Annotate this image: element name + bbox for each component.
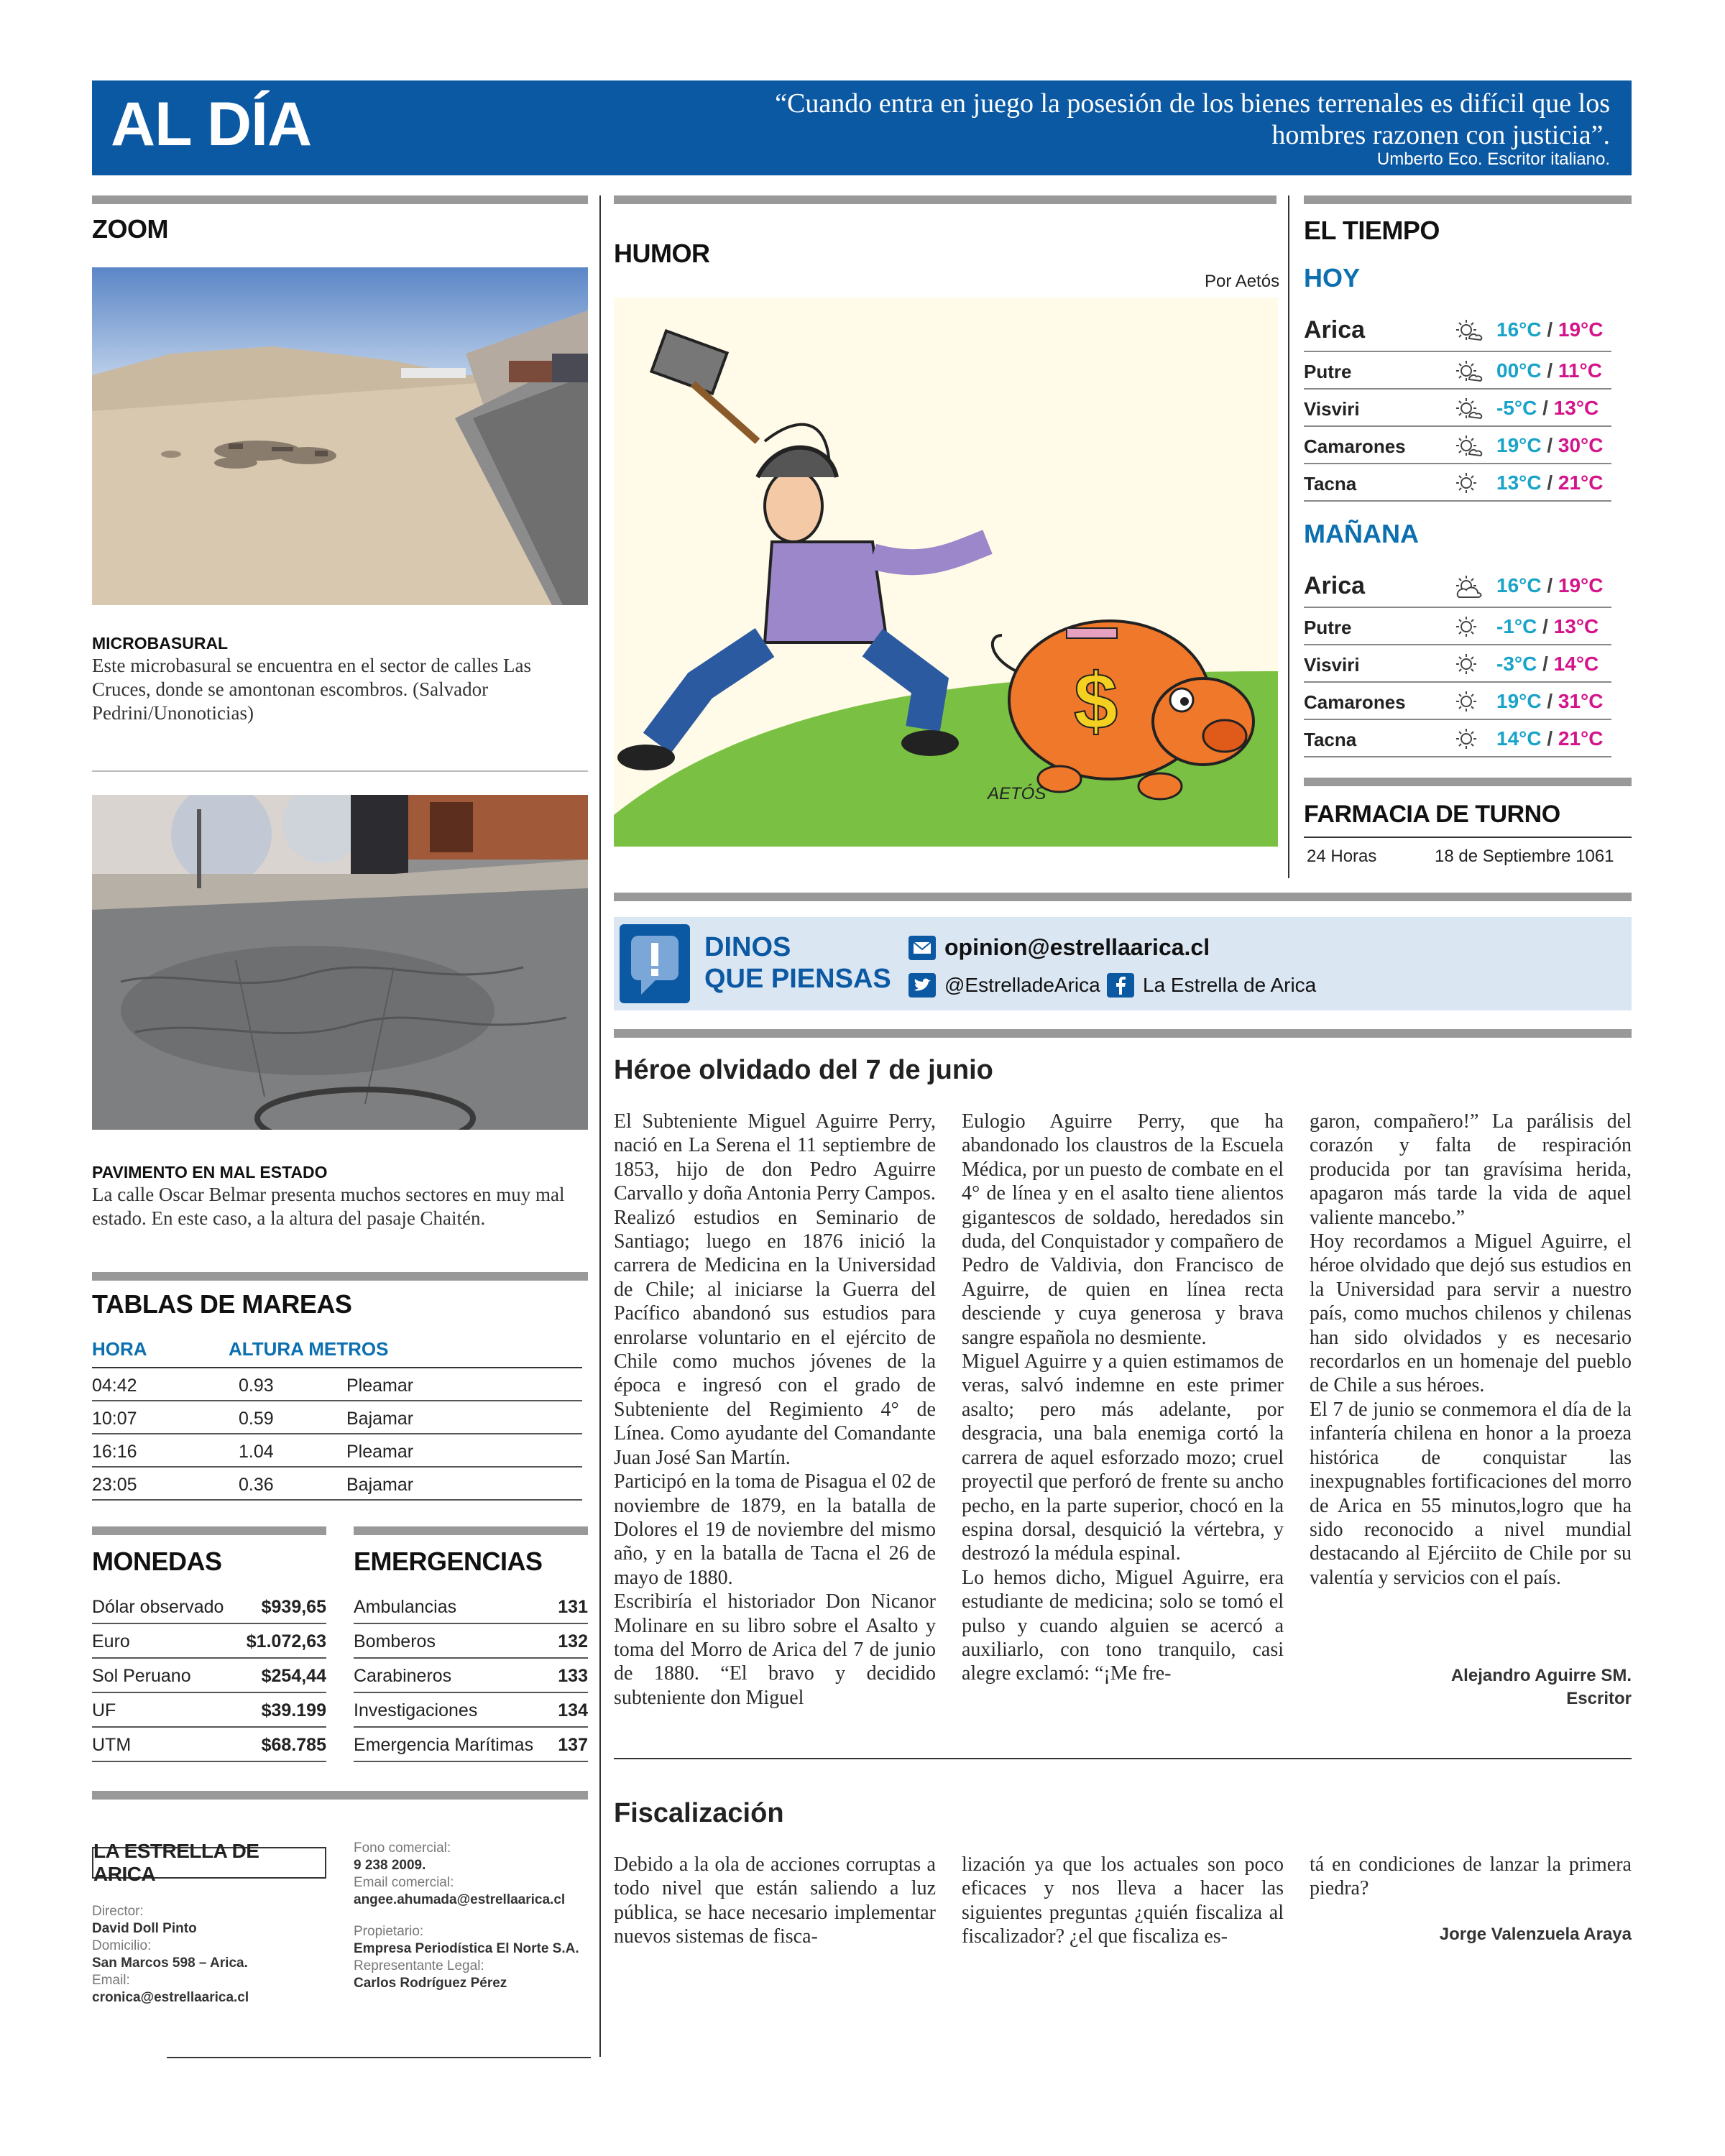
cartoon-signature: AETÓS: [988, 784, 1046, 803]
emergency-name: Ambulancias: [354, 1597, 457, 1617]
emergency-row: [354, 1693, 588, 1728]
prop-label: Propietario:: [354, 1924, 424, 1939]
sun-cloud-icon: [1453, 358, 1485, 387]
dinos-line2: QUE PIENSAS: [704, 964, 891, 994]
emergency-number: 137: [558, 1735, 588, 1755]
temp-min: 14°C: [1496, 727, 1542, 750]
emergency-name: Carabineros: [354, 1666, 452, 1686]
weather-temps: -5°C / 13°C: [1496, 397, 1599, 419]
temp-min: 13°C: [1496, 471, 1542, 494]
temp-min: 16°C: [1496, 318, 1542, 341]
sun-cloud-icon: [1453, 433, 1485, 462]
sun-icon: [1453, 726, 1485, 755]
pharmacy-address: 18 de Septiembre 1061: [1435, 847, 1614, 866]
tide-row: [92, 1468, 582, 1501]
paragraph: Eulogio Aguirre Perry, que ha abandonado los claustros de la Escuela Médica, por un puesto de combate en el 4° de línea y en el asalto tiene alientos gigantescos de soldado, heredados sin duda, del Conquistador y compañero de Pedro de Valdivia, don Francisco de Aguirre, de quien en línea recta desciende y cuya generosa y brava sangre española no desmiente.: [962, 1110, 1284, 1349]
facebook-icon: [1107, 973, 1134, 998]
article-column: lización ya que los actuales son poco eficaces y nos lleva a hacer las siguientes preguntas ¿quién fiscaliza al fiscalizador? ¿el que fiscaliza es-: [962, 1853, 1284, 1948]
rule: [614, 195, 1276, 204]
temp-max: 13°C: [1553, 615, 1599, 637]
emergency-number: 134: [558, 1700, 588, 1720]
paragraph: Escribiría el historiador Don Nicanor Molinare en su libro sobre el Asalto y toma del Morro de Arica del 7 de junio de 1880. “El bravo y decidido subteniente don Miguel: [614, 1590, 936, 1709]
rule: [614, 1029, 1632, 1038]
article-column: [1310, 1110, 1632, 1590]
dinos-line1: DINOS: [704, 932, 791, 962]
tides-col-hour: HORA: [92, 1338, 147, 1360]
microbasural-photo: [92, 267, 588, 605]
tide-type: Pleamar: [346, 1442, 414, 1462]
temp-max: 11°C: [1558, 359, 1602, 382]
temp-min: -3°C: [1496, 653, 1537, 675]
paragraph: El Subteniente Miguel Aguirre Perry, nació en La Serena el 11 septiembre de 1853, hijo de don Pedro Aguirre Carvallo y doña Antonia Perry Campos.: [614, 1110, 936, 1205]
emergencies-title: EMERGENCIAS: [354, 1547, 543, 1576]
email-label: Email:: [92, 1973, 130, 1988]
weather-city: Tacna: [1304, 473, 1357, 494]
article-title: Fiscalización: [614, 1798, 784, 1828]
paragraph: Hoy recordamos a Miguel Aguirre, el héroe olvidado que dejó sus estudios en la Universidad para servir a nuestro país, como muchos chilenos y chilenas han sido olvidados y es necesario recordarlos en un homenaje del pueblo de Chile a sus héroes.: [1310, 1230, 1632, 1397]
rule: [614, 893, 1632, 901]
mail-icon: [908, 936, 936, 960]
tide-row: [92, 1401, 582, 1434]
cloud-sun-icon: [1453, 573, 1485, 602]
twitter-icon: [908, 973, 936, 998]
twitter-link[interactable]: @EstrelladeArica: [944, 974, 1100, 996]
humor-credit: Por Aetós: [1205, 272, 1280, 291]
author-name: Alejandro Aguirre SM.: [1450, 1666, 1632, 1685]
article-column: tá en condiciones de lanzar la primera piedra?: [1310, 1853, 1632, 1900]
twitter-contact[interactable]: [908, 973, 1100, 998]
rep: Carlos Rodríguez Pérez: [354, 1976, 507, 1991]
currency-name: UF: [92, 1700, 116, 1720]
caption-head: PAVIMENTO EN MAL ESTADO: [92, 1163, 328, 1181]
emergency-row: [354, 1659, 588, 1693]
pavement-photo: [92, 795, 588, 1130]
rule: [92, 1272, 588, 1281]
article-author: Jorge Valenzuela Araya: [1439, 1925, 1632, 1944]
sun-icon: [1453, 688, 1485, 718]
emergency-row: [354, 1624, 588, 1659]
email-com-label: Email comercial:: [354, 1875, 454, 1890]
weather-row: [1304, 308, 1611, 352]
section-title: AL DÍA: [111, 90, 312, 159]
tide-type: Pleamar: [346, 1376, 414, 1396]
prop: Empresa Periodística El Norte S.A.: [354, 1941, 579, 1956]
tide-time: 16:16: [92, 1442, 137, 1462]
sun-icon: [1453, 614, 1485, 643]
weather-city: Camarones: [1304, 691, 1406, 713]
currency-row: [92, 1590, 326, 1624]
weather-temps: 00°C / 11°C: [1496, 359, 1602, 382]
rule: [92, 770, 588, 772]
emergencies-table: [354, 1590, 588, 1762]
emergency-number: 133: [558, 1666, 588, 1686]
masthead-right: [354, 1840, 591, 1992]
emergency-row: [354, 1590, 588, 1624]
weather-row: [1304, 352, 1611, 390]
article-column: [962, 1110, 1284, 1686]
currency-row: [92, 1693, 326, 1728]
currency-row: [92, 1728, 326, 1762]
weather-city: Tacna: [1304, 729, 1357, 750]
tide-row: [92, 1434, 582, 1468]
temp-min: 19°C: [1496, 434, 1542, 456]
currency-name: Sol Peruano: [92, 1666, 191, 1686]
paragraph: garon, compañero!” La parálisis del corazón y falta de respiración producida por tan gravísima herida, apagaron más tarde la vida de aquel valiente mancebo.”: [1310, 1110, 1632, 1229]
sun-icon: [1453, 651, 1485, 681]
weather-city: Camarones: [1304, 436, 1406, 457]
tide-type: Bajamar: [346, 1409, 414, 1429]
paragraph: Realizó estudios en Seminario de Santiago; luego en 1876 inició la carrera de Medicina en la Universidad de Chile; al iniciarse la Guerra del Pacífico abandonó sus estudios para enrolarse voluntario en el ejército de Chile como muchos jóvenes de la época e ingresó con el grado de Subteniente del Regimiento 4° de Línea. Como ayudante del Comandante Juan José San Martín.: [614, 1206, 936, 1469]
weather-row: [1304, 720, 1611, 757]
logo-text: LA ESTRELLA DE ARICA: [93, 1840, 259, 1885]
email: cronica@estrellaarica.cl: [92, 1990, 249, 2005]
currency-value: $1.072,63: [246, 1631, 326, 1651]
emergency-name: Emergencia Marítimas: [354, 1735, 534, 1755]
tide-height: 0.36: [239, 1475, 274, 1495]
emergency-row: [354, 1728, 588, 1762]
alert-icon: [620, 924, 690, 1003]
fono: 9 238 2009.: [354, 1858, 426, 1873]
sun-cloud-icon: [1453, 317, 1485, 346]
svg-text:$: $: [1074, 658, 1118, 746]
tide-time: 04:42: [92, 1376, 137, 1396]
temp-min: 00°C: [1496, 359, 1542, 382]
weather-tomorrow-label: MAÑANA: [1304, 519, 1419, 548]
weather-city: Putre: [1304, 361, 1352, 382]
director-label: Director:: [92, 1904, 144, 1919]
weather-row: [1304, 683, 1611, 720]
article-title: Héroe olvidado del 7 de junio: [614, 1055, 993, 1085]
weather-temps: 16°C / 19°C: [1496, 574, 1604, 596]
currency-value: $254,44: [261, 1666, 326, 1686]
paragraph: El 7 de junio se conmemora el día de la infantería chilena en honor a la proeza histórica de conquistar las inexpugnables fortificaciones del morro de Arica en 55 minutos,logro que ha sido reconocido a nivel mundial destacando al Ejérciito de Chile por su valentía y servicios con el país.: [1310, 1398, 1632, 1589]
weather-temps: 19°C / 30°C: [1496, 434, 1604, 456]
emergency-number: 131: [558, 1597, 588, 1617]
currency-name: UTM: [92, 1735, 132, 1755]
article-column: [614, 1110, 936, 1710]
weather-temps: 14°C / 21°C: [1496, 727, 1604, 750]
caption-body: Este microbasural se encuentra en el sector de calles Las Cruces, donde se amontonan escombros. (Salvador Pedrini/Unonoticias): [92, 655, 531, 724]
facebook-contact[interactable]: [1107, 973, 1316, 998]
currencies-title: MONEDAS: [92, 1547, 222, 1576]
weather-temps: 16°C / 19°C: [1496, 318, 1604, 341]
temp-max: 14°C: [1553, 653, 1599, 675]
weather-city: Arica: [1304, 316, 1366, 344]
weather-row: [1304, 563, 1611, 608]
feedback-banner: [614, 917, 1632, 1010]
rule: [92, 1791, 588, 1800]
rep-label: Representante Legal:: [354, 1958, 484, 1973]
currency-name: Euro: [92, 1631, 130, 1651]
rule: [1304, 778, 1632, 786]
currency-value: $68.785: [261, 1735, 326, 1755]
rule: [1304, 837, 1632, 838]
header-quote: “Cuando entra en juego la posesión de los bienes terrenales es difícil que los hombres razonen con justicia”.: [775, 88, 1610, 150]
newspaper-logo: [92, 1840, 326, 1885]
domicilio: San Marcos 598 – Arica.: [92, 1955, 248, 1971]
pharmacy-title: FARMACIA DE TURNO: [1304, 801, 1560, 828]
temp-min: -1°C: [1496, 615, 1537, 637]
temp-min: -5°C: [1496, 397, 1537, 419]
currency-name: Dólar observado: [92, 1597, 224, 1617]
emergency-name: Bomberos: [354, 1631, 436, 1651]
humor-title: HUMOR: [614, 239, 710, 268]
zoom-title: ZOOM: [92, 214, 168, 244]
director: David Doll Pinto: [92, 1921, 197, 1936]
tide-type: Bajamar: [346, 1475, 414, 1495]
emergency-name: Investigaciones: [354, 1700, 478, 1720]
temp-max: 31°C: [1558, 690, 1604, 712]
article-author: [1310, 1664, 1632, 1710]
tide-height: 1.04: [239, 1442, 274, 1462]
weather-row: [1304, 645, 1611, 683]
paragraph: Miguel Aguirre y a quien estimamos de veras, salvó indemne en este primer asalto; pero más adelante, por desgracia, una bala enemiga cortó la carrera de aquel esforzado mozo; cruel proyectil que perforó de frente su ancho pecho, en la parte superior, chocó en la espina dorsal, desquició la vértebra, y destrozó la médula espinal.: [962, 1350, 1284, 1565]
rule: [614, 1758, 1632, 1759]
weather-temps: -3°C / 14°C: [1496, 653, 1599, 675]
tides-col-height: ALTURA METROS: [229, 1338, 389, 1360]
facebook-link[interactable]: La Estrella de Arica: [1143, 974, 1317, 996]
weather-city: Arica: [1304, 572, 1366, 599]
sun-cloud-icon: [1453, 395, 1485, 425]
man-figure: [617, 331, 988, 770]
temp-max: 21°C: [1558, 727, 1604, 750]
sun-icon: [1453, 470, 1485, 499]
currency-value: $39.199: [261, 1700, 326, 1720]
currency-row: [92, 1659, 326, 1693]
humor-cartoon: [614, 298, 1278, 847]
tide-time: 23:05: [92, 1475, 137, 1495]
weather-row: [1304, 427, 1611, 464]
paragraph: Participó en la toma de Pisagua el 02 de noviembre de 1879, en la batalla de Dolores el 19 de noviembre del mismo año, y en la batalla de Tacna el 26 de mayo de 1880.: [614, 1470, 936, 1589]
weather-city: Visviri: [1304, 398, 1360, 420]
article-column: Debido a la ola de acciones corruptas a todo nivel que están saliendo a luz pública, se hace necesario implementar nuevos sistemas de fisca-: [614, 1853, 936, 1948]
emergency-number: 132: [558, 1631, 588, 1651]
column-divider: [1288, 195, 1289, 878]
email-link[interactable]: opinion@estrellaarica.cl: [944, 934, 1210, 960]
rule: [92, 195, 588, 204]
currency-value: $939,65: [261, 1597, 326, 1617]
caption-body: La calle Oscar Belmar presenta muchos sectores en muy mal estado. En este caso, a la altura del pasaje Chaitén.: [92, 1184, 565, 1229]
email-contact[interactable]: [908, 934, 1210, 961]
email-com: angee.ahumada@estrellaarica.cl: [354, 1892, 566, 1907]
masthead-left: [92, 1903, 329, 2007]
quote-author: Umberto Eco. Escritor italiano.: [1376, 149, 1610, 169]
rule: [1304, 195, 1632, 204]
tides-title: TABLAS DE MAREAS: [92, 1289, 352, 1319]
weather-today-label: HOY: [1304, 263, 1361, 292]
temp-min: 19°C: [1496, 690, 1542, 712]
author-role: Escritor: [1566, 1689, 1632, 1708]
column-divider: [599, 195, 601, 2057]
caption-head: MICROBASURAL: [92, 634, 229, 653]
weather-row: [1304, 464, 1611, 502]
temp-max: 30°C: [1558, 434, 1604, 456]
rule: [167, 2057, 591, 2058]
weather-temps: 13°C / 21°C: [1496, 471, 1604, 494]
temp-max: 13°C: [1553, 397, 1599, 419]
weather-row: [1304, 390, 1611, 427]
rule: [354, 1526, 588, 1535]
temp-max: 19°C: [1558, 318, 1604, 341]
dinos-heading: [704, 931, 891, 995]
section-header: [92, 80, 1632, 175]
temp-min: 16°C: [1496, 574, 1542, 596]
tide-height: 0.93: [239, 1376, 274, 1396]
tide-row: [92, 1368, 582, 1401]
weather-city: Visviri: [1304, 654, 1360, 676]
paragraph: Lo hemos dicho, Miguel Aguirre, era estudiante de medicina; solo se tomó el pulso y cuando alguien se acercó a auxiliarlo, con tono tranquilo, casi alegre exclamó: “¡Me fre-: [962, 1566, 1284, 1685]
fono-label: Fono comercial:: [354, 1841, 451, 1856]
pharmacy-hours: 24 Horas: [1307, 847, 1377, 866]
weather-temps: 19°C / 31°C: [1496, 690, 1604, 712]
weather-row: [1304, 608, 1611, 645]
weather-title: EL TIEMPO: [1304, 216, 1440, 245]
weather-temps: -1°C / 13°C: [1496, 615, 1599, 637]
currency-row: [92, 1624, 326, 1659]
currencies-table: [92, 1590, 326, 1762]
tide-height: 0.59: [239, 1409, 274, 1429]
tide-time: 10:07: [92, 1409, 137, 1429]
temp-max: 21°C: [1558, 471, 1604, 494]
weather-city: Putre: [1304, 617, 1352, 638]
temp-max: 19°C: [1558, 574, 1604, 596]
rule: [92, 1526, 326, 1535]
domicilio-label: Domicilio:: [92, 1938, 152, 1953]
